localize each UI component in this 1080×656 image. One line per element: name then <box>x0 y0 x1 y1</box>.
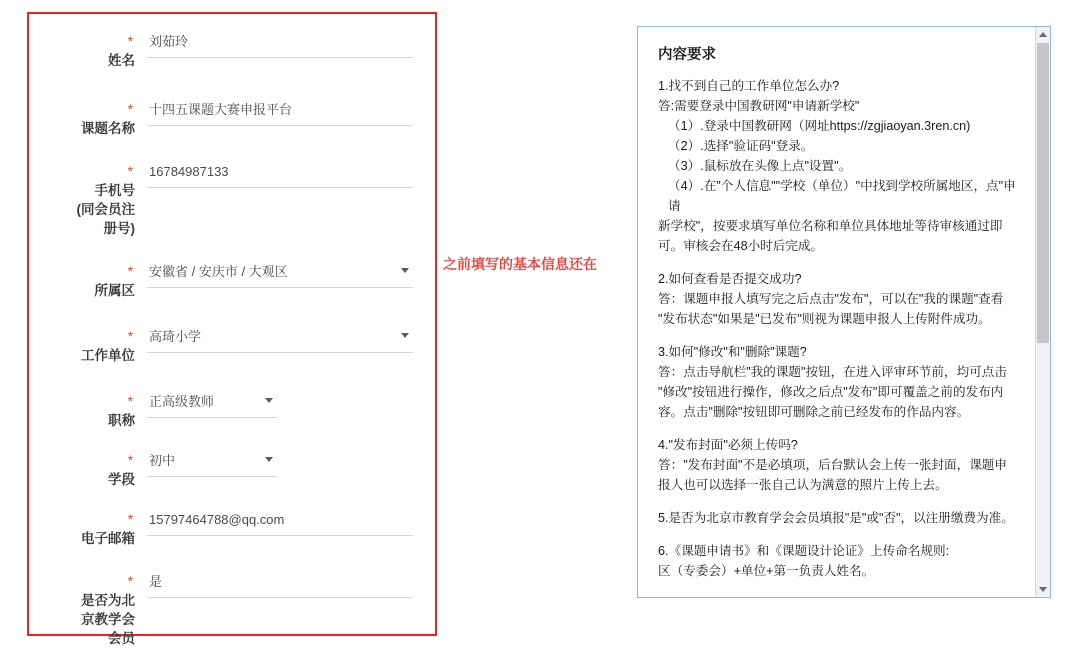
label-text: 会员 <box>108 631 135 646</box>
qa-block <box>658 435 1018 495</box>
field-value-district[interactable]: 安徽省 / 安庆市 / 大观区 <box>149 264 288 279</box>
scroll-down-arrow-icon[interactable] <box>1036 582 1050 597</box>
label-text: 职称 <box>108 413 135 428</box>
form-row-title <box>29 392 435 430</box>
chevron-down-icon[interactable] <box>265 398 273 403</box>
field-underline <box>147 57 413 58</box>
field-underline <box>147 187 413 188</box>
content-requirements-title: 内容要求 <box>658 47 716 63</box>
label-text: (同会员注 <box>76 202 135 217</box>
qa-line: "发布状态"如果是"已发布"则视为课题申报人上传附件成功。 <box>658 312 991 326</box>
form-row-is-member <box>29 572 435 648</box>
label-text: 姓名 <box>108 53 135 68</box>
qa-block <box>658 76 1018 256</box>
qa-line: 4."发布封面"必须上传吗? <box>658 438 798 452</box>
form-row-district <box>29 262 435 300</box>
label-text: 课题名称 <box>81 121 135 136</box>
field-value-is-member[interactable]: 是 <box>149 574 163 589</box>
form-row-email <box>29 510 435 548</box>
required-star-icon: * <box>127 394 133 409</box>
field-value-stage[interactable]: 初中 <box>149 453 176 468</box>
form-row-name <box>29 32 435 70</box>
qa-block <box>658 508 1018 528</box>
required-star-icon: * <box>127 512 133 527</box>
qa-line: 答："发布封面"不是必填项，后台默认会上传一张封面，课题申 <box>658 458 1007 472</box>
label-text: 册号) <box>103 221 135 236</box>
qa-line: 答：课题申报人填写完之后点击"发布"，可以在"我的课题"查看 <box>658 292 1004 306</box>
field-underline <box>147 535 413 536</box>
field-underline <box>147 597 413 598</box>
field-underline <box>147 476 277 477</box>
qa-line: （3）.鼠标放在头像上点"设置"。 <box>668 159 852 173</box>
required-star-icon: * <box>127 453 133 468</box>
field-value-title[interactable]: 正高级教师 <box>149 394 215 409</box>
form-label-name <box>29 32 147 70</box>
form-label-district <box>29 262 147 300</box>
field-email[interactable] <box>147 510 413 536</box>
basic-info-form-panel <box>27 12 437 646</box>
label-text: 手机号 <box>94 183 135 198</box>
qa-line: 6.《课题申请书》和《课题设计论证》上传命名规则: <box>658 544 950 558</box>
required-star-icon: * <box>127 164 133 179</box>
qa-line: 区（专委会）+单位+第一负责人姓名。 <box>658 564 875 578</box>
field-value-name[interactable]: 刘茹玲 <box>149 34 189 49</box>
scroll-up-arrow-icon[interactable] <box>1036 27 1050 42</box>
content-requirements-panel <box>637 26 1051 598</box>
qa-block <box>658 541 1018 581</box>
label-text: 是否为北 <box>81 593 135 608</box>
form-label-email <box>29 510 147 548</box>
scrollbar-thumb[interactable] <box>1037 43 1049 343</box>
form-row-stage <box>29 451 435 489</box>
field-is-member[interactable] <box>147 572 413 598</box>
info-panel-scrollbar[interactable] <box>1035 27 1050 597</box>
field-value-topic-name[interactable]: 十四五课题大赛申报平台 <box>149 102 293 117</box>
field-work-unit[interactable] <box>147 327 413 353</box>
field-title[interactable] <box>147 392 413 418</box>
qa-line: （4）.在"个人信息""学校（单位）"中找到学校所属地区，点"申请 <box>668 179 1016 213</box>
qa-line: 3.如何"修改"和"删除"课题? <box>658 345 807 359</box>
label-text: 京教学会 <box>81 612 135 627</box>
required-star-icon: * <box>127 34 133 49</box>
field-stage[interactable] <box>147 451 413 477</box>
field-district[interactable] <box>147 262 413 288</box>
field-value-phone[interactable]: 16784987133 <box>149 164 229 179</box>
qa-line: 答：点击导航栏"我的课题"按钮，在进入评审环节前，均可点击 <box>658 365 1007 379</box>
required-star-icon: * <box>127 102 133 117</box>
form-label-title <box>29 392 147 430</box>
form-label-work-unit <box>29 327 147 365</box>
label-text: 工作单位 <box>81 348 135 363</box>
content-requirements-body <box>638 27 1038 598</box>
field-value-email[interactable]: 15797464788@qq.com <box>149 512 285 527</box>
qa-line: 新学校"，按要求填写单位名称和单位具体地址等待审核通过即 <box>658 219 1003 233</box>
field-name[interactable] <box>147 32 413 58</box>
chevron-down-icon[interactable] <box>401 268 409 273</box>
label-text: 学段 <box>108 472 135 487</box>
form-label-phone <box>29 162 147 238</box>
qa-line: 可。审核会在48小时后完成。 <box>658 239 824 253</box>
qa-line: "修改"按钮进行操作，修改之后点"发布"即可覆盖之前的发布内 <box>658 385 1004 399</box>
field-underline <box>147 287 413 288</box>
field-value-work-unit[interactable]: 高琦小学 <box>149 329 202 344</box>
required-star-icon: * <box>127 329 133 344</box>
qa-line: 报人也可以选择一张自己认为满意的照片上传上去。 <box>658 478 948 492</box>
form-label-stage <box>29 451 147 489</box>
qa-line: 5.是否为北京市教育学会会员填报"是"或"否"，以注册缴费为准。 <box>658 511 1014 525</box>
qa-line: 容。点击"删除"按钮即可删除之前已经发布的作品内容。 <box>658 405 970 419</box>
required-star-icon: * <box>127 574 133 589</box>
chevron-down-icon[interactable] <box>401 333 409 338</box>
form-row-work-unit <box>29 327 435 365</box>
field-phone[interactable] <box>147 162 413 188</box>
form-row-phone <box>29 162 435 238</box>
qa-block <box>658 269 1018 329</box>
required-star-icon: * <box>127 264 133 279</box>
form-label-topic-name <box>29 100 147 138</box>
qa-line: （2）.选择"验证码"登录。 <box>668 139 814 153</box>
form-row-topic-name <box>29 100 435 138</box>
field-underline <box>147 125 413 126</box>
chevron-down-icon[interactable] <box>265 457 273 462</box>
field-topic-name[interactable] <box>147 100 413 126</box>
annotation-text: 之前填写的基本信息还在 <box>443 256 597 272</box>
qa-line: 2.如何查看是否提交成功? <box>658 272 802 286</box>
field-underline <box>147 352 413 353</box>
form-label-is-member <box>29 572 147 648</box>
qa-line: （1）.登录中国教研网（网址https://zgjiaoyan.3ren.cn) <box>668 119 971 133</box>
label-text: 所属区 <box>94 283 135 298</box>
qa-block <box>658 342 1018 422</box>
field-underline <box>147 417 277 418</box>
qa-line: 答:需要登录中国教研网"申请新学校" <box>658 99 860 113</box>
label-text: 电子邮箱 <box>81 531 135 546</box>
qa-line: 1.找不到自己的工作单位怎么办? <box>658 79 840 93</box>
